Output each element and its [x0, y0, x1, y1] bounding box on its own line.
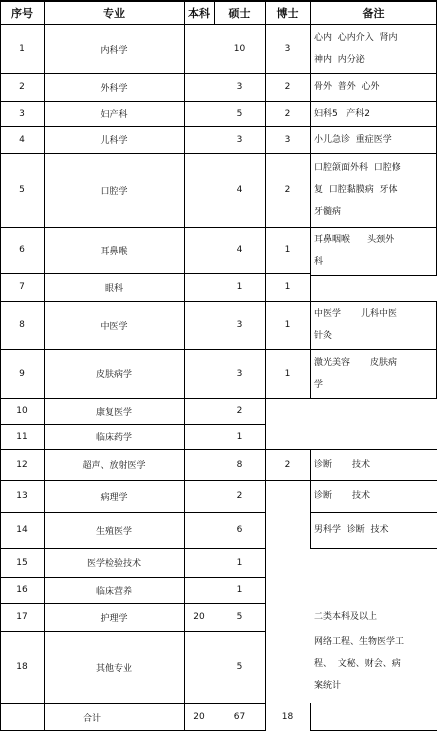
- grid-line: [0, 301, 265, 302]
- grid-line: [0, 273, 265, 274]
- row-major: 护理学: [100, 613, 128, 624]
- grid-line: [265, 101, 310, 102]
- row-num: 13: [16, 491, 28, 501]
- grid-line: [0, 227, 265, 228]
- row-num: 4: [19, 134, 25, 145]
- row-num: 2: [19, 82, 25, 92]
- note-text: 骨外 普外 心外: [314, 82, 380, 92]
- grid-line: [310, 126, 437, 127]
- grid-line: [310, 449, 311, 480]
- row-major: 皮肤病学: [95, 370, 132, 380]
- row-doctor: [265, 512, 310, 548]
- grid-line: [310, 227, 437, 228]
- row-num: 14: [16, 525, 28, 535]
- row-num: 1: [19, 44, 25, 54]
- row-num: 7: [19, 282, 25, 292]
- row-doctor: 2: [284, 459, 291, 470]
- total-master: 67: [233, 712, 246, 722]
- row-major: 生殖医学: [95, 526, 132, 537]
- row-num: 15: [16, 557, 28, 568]
- grid-line: [310, 301, 437, 302]
- grid-line: [310, 548, 437, 549]
- row-doctor: 2: [284, 108, 291, 119]
- row-master: 10: [233, 44, 246, 54]
- grid-line: [44, 0, 45, 731]
- row-major: 临床营养: [95, 586, 132, 597]
- grid-line: [265, 0, 266, 731]
- row-master: 5: [236, 662, 243, 672]
- row-doctor: [265, 548, 310, 577]
- row-bachelor: [184, 512, 214, 548]
- grid-line: [214, 0, 215, 25]
- row-num: 9: [19, 368, 25, 379]
- grid-line: [310, 480, 311, 548]
- row-doctor: 2: [284, 82, 291, 92]
- note-text: 口腔颌面外科 口腔修 复 口腔黏膜病 牙体 牙髓病: [314, 163, 401, 217]
- grid-line: [0, 703, 265, 704]
- total-doctor: 18: [281, 712, 294, 722]
- header-notes: 备注: [362, 6, 385, 20]
- note-text: 诊断 技术: [314, 459, 371, 470]
- grid-line: [265, 480, 310, 481]
- row-master: 5: [236, 108, 243, 119]
- grid-line: [310, 101, 437, 102]
- row-master: 8: [236, 459, 243, 470]
- row-master: 3: [236, 368, 243, 379]
- row-doctor: 1: [284, 320, 291, 330]
- note-text: 中医学 儿科中医 针灸: [314, 309, 398, 341]
- grid-line: [265, 449, 310, 450]
- total-bachelor: 20: [193, 712, 205, 722]
- note-text: 激光美容 皮肤病 学: [314, 357, 398, 390]
- grid-line: [265, 227, 310, 228]
- grid-line: [310, 73, 437, 74]
- row-num: 16: [16, 585, 28, 595]
- row-master: 1: [236, 431, 243, 442]
- header-num: 序号: [11, 6, 33, 20]
- header-doctor: 博士: [276, 6, 299, 20]
- row-master: 6: [236, 525, 243, 535]
- row-bachelor: [184, 398, 214, 424]
- grid-line: [310, 703, 311, 731]
- row-num: 12: [16, 459, 28, 470]
- row-doctor: 1: [284, 245, 291, 255]
- header-major: 专业: [103, 6, 125, 20]
- row-major: 病理学: [100, 492, 128, 503]
- row-doctor: 3: [284, 44, 291, 54]
- row-doctor: 1: [284, 282, 291, 292]
- row-doctor: [265, 631, 310, 703]
- row-major: 超声、放射医学: [82, 461, 146, 471]
- row-bachelor: [184, 227, 214, 273]
- row-num: 3: [19, 108, 25, 119]
- row-num: 5: [19, 185, 25, 195]
- row-major: 耳鼻喉: [100, 246, 128, 257]
- row-master: 1: [236, 557, 243, 568]
- note-text: 二类本科及以上: [314, 612, 378, 622]
- row-doctor: [265, 577, 310, 603]
- grid-line: [265, 349, 310, 350]
- note-text: 诊断 技术: [314, 491, 371, 501]
- row-bachelor: [184, 424, 214, 449]
- row-bachelor: [184, 631, 214, 703]
- header-bachelor: 本科: [188, 6, 210, 20]
- grid-line: [0, 424, 265, 425]
- grid-line: [0, 349, 265, 350]
- row-master: 1: [236, 585, 243, 595]
- note-text: 妇科5 产科2: [314, 108, 371, 119]
- grid-line: [310, 275, 437, 276]
- row-master: 4: [236, 245, 243, 255]
- grid-line: [0, 153, 265, 154]
- grid-line: [265, 73, 310, 74]
- row-bachelor: [184, 126, 214, 153]
- grid-line: [310, 512, 437, 513]
- row-num: 10: [16, 406, 28, 416]
- grid-line: [0, 480, 265, 481]
- row-bachelor: [184, 73, 214, 101]
- grid-line: [265, 153, 310, 154]
- row-master: 2: [236, 491, 243, 501]
- total-label: 合计: [82, 713, 101, 724]
- row-major: 眼科: [104, 283, 123, 294]
- row-doctor: 3: [284, 134, 291, 145]
- grid-line: [310, 0, 311, 398]
- grid-line: [265, 273, 310, 274]
- row-doctor: [265, 480, 310, 512]
- grid-line: [310, 449, 437, 450]
- row-bachelor: [184, 449, 214, 480]
- row-num: 6: [19, 245, 25, 255]
- grid-line: [0, 577, 265, 578]
- row-doctor: [265, 398, 310, 424]
- row-major: 妇产科: [100, 110, 128, 120]
- note-text: 网络工程、生物医学工 程、 文秘、财会、病 案统计: [314, 637, 405, 691]
- note-text: 小儿急诊 重症医学: [314, 134, 392, 145]
- grid-line: [0, 548, 265, 549]
- row-bachelor: [184, 101, 214, 126]
- row-major: 中医学: [100, 321, 128, 332]
- row-major: 其他专业: [95, 663, 132, 674]
- grid-line: [265, 126, 310, 127]
- row-num: 8: [19, 320, 25, 330]
- row-major: 口腔学: [100, 186, 128, 197]
- grid-line: [0, 24, 437, 25]
- row-doctor: [265, 603, 310, 631]
- header-master: 硕士: [228, 6, 251, 20]
- row-major: 临床药学: [95, 433, 132, 443]
- row-bachelor: [184, 25, 214, 73]
- grid-line: [0, 603, 265, 604]
- row-bachelor: [184, 577, 214, 603]
- note-text: 心内 心内介入 肾内 神内 内分泌: [314, 33, 398, 65]
- grid-line: [0, 398, 265, 399]
- row-master: 4: [236, 185, 243, 195]
- grid-line: [0, 73, 265, 74]
- row-master: 3: [236, 320, 243, 330]
- row-bachelor: 20: [193, 612, 205, 622]
- grid-line: [0, 631, 265, 632]
- grid-line: [265, 301, 310, 302]
- grid-line: [0, 126, 265, 127]
- row-num: 17: [16, 612, 28, 622]
- note-text: 耳鼻咽喉 头颈外 科: [314, 235, 395, 267]
- grid-line: [0, 512, 265, 513]
- row-bachelor: [184, 153, 214, 227]
- row-master: 1: [236, 282, 243, 292]
- note-text: 男科学 诊断 技术: [314, 525, 389, 535]
- row-master: 2: [236, 406, 243, 416]
- row-doctor: [265, 424, 310, 449]
- row-bachelor: [184, 548, 214, 577]
- grid-line: [184, 0, 185, 731]
- row-bachelor: [184, 349, 214, 398]
- row-bachelor: [184, 480, 214, 512]
- grid-line: [265, 398, 310, 399]
- row-major: 内科学: [100, 45, 128, 56]
- grid-line: [0, 0, 1, 731]
- grid-line: [0, 449, 265, 450]
- grid-line: [0, 1, 437, 2]
- grid-line: [310, 153, 437, 154]
- grid-line: [310, 480, 437, 481]
- row-major: 医学检验技术: [86, 559, 141, 569]
- row-bachelor: [184, 273, 214, 301]
- row-num: 11: [16, 431, 28, 442]
- row-master: 3: [236, 134, 243, 145]
- row-doctor: 1: [284, 368, 291, 379]
- row-bachelor: [184, 301, 214, 349]
- row-major: 康复医学: [95, 407, 132, 418]
- grid-line: [0, 101, 265, 102]
- row-major: 儿科学: [100, 136, 128, 146]
- row-major: 外科学: [100, 83, 128, 94]
- row-master: 5: [236, 612, 243, 622]
- row-doctor: 2: [284, 185, 291, 195]
- row-num: 18: [16, 662, 28, 672]
- grid-line: [310, 349, 437, 350]
- row-master: 3: [236, 82, 243, 92]
- grid-line: [310, 398, 437, 399]
